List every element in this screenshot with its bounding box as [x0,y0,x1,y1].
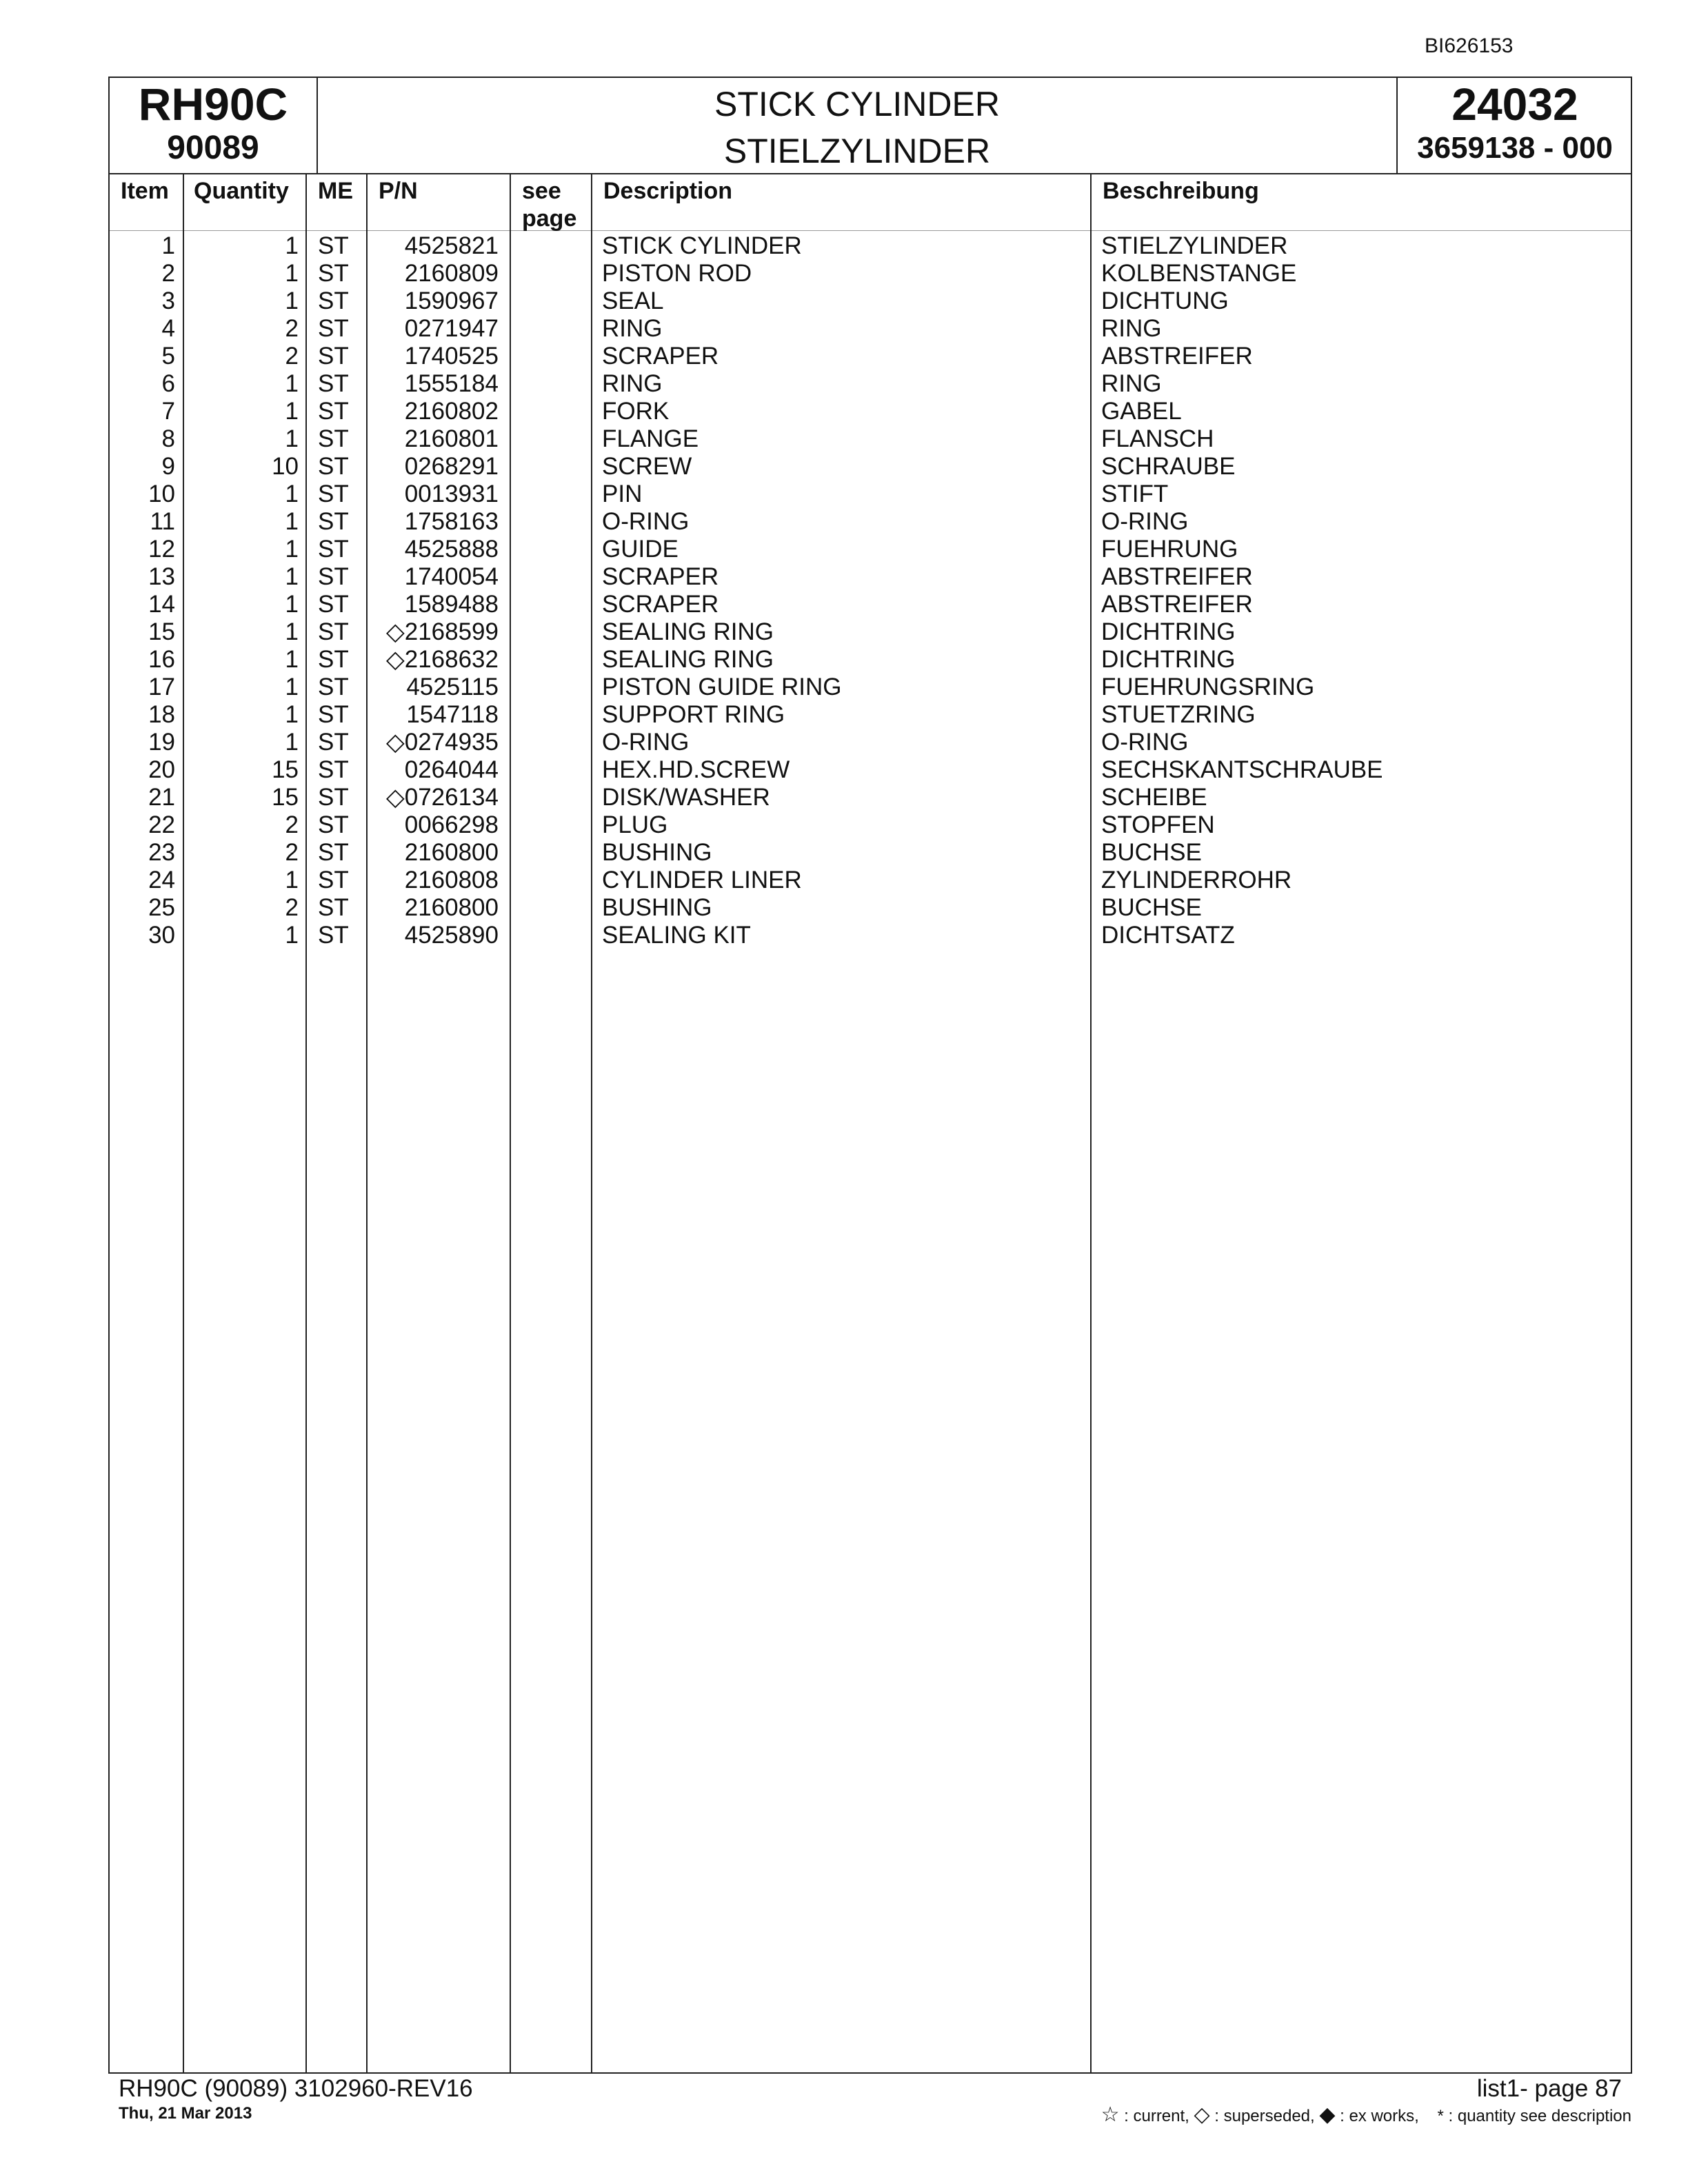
cell-part-number: 0066298 [404,811,499,838]
cell-me: ST [318,425,349,452]
table-row [110,398,1631,425]
parts-table-body [110,232,1631,949]
cell-beschreibung: GABEL [1101,398,1182,425]
cell-part-number: 0264044 [404,756,499,783]
cell-beschreibung: SCHRAUBE [1101,453,1236,480]
legend-ex-works: : ex works, [1340,2107,1419,2125]
cell-quantity: 2 [285,811,299,838]
table-row [110,894,1631,922]
cell-description: PISTON ROD [602,260,752,287]
cell-me: ST [318,922,349,949]
column-header-quantity: Quantity [194,178,289,204]
cell-item: 10 [148,481,175,507]
cell-quantity: 15 [272,784,299,811]
cell-description: STICK CYLINDER [602,232,802,259]
cell-part-number: 0271947 [404,315,499,342]
cell-part-number: 4525821 [404,232,499,259]
cell-quantity: 1 [285,260,299,287]
cell-item: 16 [148,646,175,673]
cell-part-number: 1589488 [404,591,499,618]
table-row [110,674,1631,701]
cell-part-number: 2160809 [404,260,499,287]
cell-part-number: 1555184 [404,370,499,397]
cell-me: ST [318,398,349,425]
table-row [110,343,1631,370]
cell-description: SCRAPER [602,343,719,370]
cell-quantity: 2 [285,343,299,370]
diamond-filled-icon: ◆ [1319,2103,1336,2126]
table-row [110,618,1631,646]
cell-description: FLANGE [602,425,699,452]
table-row [110,453,1631,481]
cell-item: 17 [148,674,175,700]
cell-me: ST [318,674,349,700]
cell-beschreibung: DICHTRING [1101,618,1236,645]
cell-beschreibung: BUCHSE [1101,839,1202,866]
table-row [110,508,1631,536]
cell-quantity: 2 [285,839,299,866]
group-cell [1398,78,1632,173]
cell-item: 15 [148,618,175,645]
table-row [110,232,1631,260]
cell-me: ST [318,894,349,921]
cell-me: ST [318,867,349,893]
cell-item: 22 [148,811,175,838]
cell-beschreibung: STIFT [1101,481,1169,507]
footer-date: Thu, 21 Mar 2013 [119,2104,252,2123]
cell-description: O-RING [602,508,690,535]
cell-item: 5 [161,343,175,370]
cell-part-number: 1547118 [406,701,499,728]
table-row [110,729,1631,756]
cell-me: ST [318,646,349,673]
cell-me: ST [318,481,349,507]
cell-part-number: 2160808 [404,867,499,893]
cell-part-number: 1590967 [404,287,499,314]
table-row [110,315,1631,343]
column-header-beschreibung: Beschreibung [1103,178,1259,204]
model-cell [110,78,318,173]
cell-description: O-RING [602,729,690,756]
cell-quantity: 1 [285,370,299,397]
cell-me: ST [318,756,349,783]
cell-item: 24 [148,867,175,893]
legend-current: : current, [1124,2107,1189,2125]
diamond-outline-icon: ◇ [1194,2103,1210,2126]
cell-part-number: ◇2168632 [385,646,499,673]
legend-quantity: * : quantity see description [1437,2107,1631,2125]
cell-quantity: 2 [285,315,299,342]
cell-description: SEALING RING [602,618,774,645]
cell-me: ST [318,701,349,728]
cell-quantity: 1 [285,729,299,756]
cell-quantity: 1 [285,287,299,314]
cell-me: ST [318,315,349,342]
cell-item: 18 [148,701,175,728]
title-english: STICK CYLINDER [714,85,1000,123]
cell-beschreibung: RING [1101,370,1162,397]
cell-quantity: 1 [285,674,299,700]
cell-me: ST [318,260,349,287]
parts-list-frame [108,77,1632,2074]
cell-beschreibung: STIELZYLINDER [1101,232,1288,259]
cell-beschreibung: O-RING [1101,729,1189,756]
cell-me: ST [318,563,349,590]
cell-item: 1 [161,232,175,259]
cell-description: PIN [602,481,643,507]
cell-item: 2 [161,260,175,287]
cell-part-number: 0013931 [404,481,499,507]
cell-item: 11 [150,508,175,535]
cell-quantity: 15 [272,756,299,783]
cell-part-number: ◇0726134 [385,784,499,811]
cell-quantity: 1 [285,867,299,893]
cell-part-number: 4525888 [404,536,499,563]
cell-quantity: 1 [285,646,299,673]
cell-description: SEAL [602,287,664,314]
title-cell [318,78,1398,173]
legend-superseded: : superseded, [1214,2107,1315,2125]
footer-page-number: list1- page 87 [1476,2075,1622,2102]
cell-description: SEALING RING [602,646,774,673]
cell-item: 14 [148,591,175,618]
cell-part-number: 1758163 [404,508,499,535]
table-row [110,563,1631,591]
cell-quantity: 2 [285,894,299,921]
cell-me: ST [318,287,349,314]
table-row [110,811,1631,839]
cell-beschreibung: FUEHRUNGSRING [1101,674,1315,700]
cell-part-number: 4525890 [404,922,499,949]
cell-item: 8 [161,425,175,452]
table-row [110,425,1631,453]
cell-beschreibung: ABSTREIFER [1101,563,1253,590]
cell-me: ST [318,370,349,397]
model-number: 90089 [167,130,259,166]
cell-me: ST [318,536,349,563]
cell-me: ST [318,618,349,645]
cell-me: ST [318,784,349,811]
cell-beschreibung: BUCHSE [1101,894,1202,921]
cell-part-number: 2160800 [404,894,499,921]
cell-part-number: 2160801 [404,425,499,452]
cell-quantity: 1 [285,481,299,507]
cell-beschreibung: DICHTSATZ [1101,922,1235,949]
cell-part-number: 2160800 [404,839,499,866]
cell-item: 21 [148,784,175,811]
cell-description: PISTON GUIDE RING [602,674,842,700]
table-row [110,481,1631,508]
cell-beschreibung: STOPFEN [1101,811,1215,838]
table-row [110,922,1631,949]
cell-item: 3 [161,287,175,314]
cell-part-number: 0268291 [404,453,499,480]
cell-beschreibung: DICHTRING [1101,646,1236,673]
cell-part-number: 1740054 [404,563,499,590]
table-row [110,784,1631,811]
table-row [110,756,1631,784]
group-code: 24032 [1451,79,1578,130]
parts-list-header [110,78,1631,174]
cell-quantity: 1 [285,563,299,590]
cell-description: FORK [602,398,670,425]
cell-item: 23 [148,839,175,866]
cell-beschreibung: ZYLINDERROHR [1101,867,1292,893]
table-row [110,839,1631,867]
column-header-see: see [522,178,561,204]
cell-item: 7 [161,398,175,425]
group-number: 3659138 - 000 [1417,131,1613,165]
model-name: RH90C [138,79,288,130]
cell-item: 30 [148,922,175,949]
cell-item: 20 [148,756,175,783]
cell-description: SEALING KIT [602,922,751,949]
cell-part-number: 4525115 [406,674,499,700]
cell-part-number: 1740525 [404,343,499,370]
footer-document-reference: RH90C (90089) 3102960-REV16 [119,2075,473,2102]
cell-beschreibung: SCHEIBE [1101,784,1207,811]
table-row [110,287,1631,315]
column-header-page: page [522,205,577,232]
table-row [110,591,1631,618]
column-header-pn: P/N [379,178,418,204]
cell-description: SUPPORT RING [602,701,785,728]
cell-part-number: ◇2168599 [385,618,499,645]
cell-me: ST [318,811,349,838]
table-row [110,536,1631,563]
cell-item: 6 [161,370,175,397]
cell-description: GUIDE [602,536,679,563]
cell-description: HEX.HD.SCREW [602,756,790,783]
column-header-me: ME [318,178,353,204]
cell-beschreibung: STUETZRING [1101,701,1256,728]
footer-legend [1101,2103,1631,2127]
cell-description: BUSHING [602,894,712,921]
cell-quantity: 1 [285,591,299,618]
table-row [110,646,1631,674]
cell-item: 25 [148,894,175,921]
cell-description: CYLINDER LINER [602,867,802,893]
table-row [110,260,1631,287]
cell-item: 19 [148,729,175,756]
cell-beschreibung: RING [1101,315,1162,342]
cell-beschreibung: O-RING [1101,508,1189,535]
cell-quantity: 1 [285,618,299,645]
cell-quantity: 10 [272,453,299,480]
cell-quantity: 1 [285,398,299,425]
cell-description: PLUG [602,811,668,838]
cell-quantity: 1 [285,232,299,259]
cell-beschreibung: ABSTREIFER [1101,591,1253,618]
cell-item: 13 [148,563,175,590]
cell-beschreibung: ABSTREIFER [1101,343,1253,370]
cell-beschreibung: SECHSKANTSCHRAUBE [1101,756,1383,783]
cell-description: RING [602,315,663,342]
cell-part-number: ◇0274935 [385,729,499,756]
cell-quantity: 1 [285,701,299,728]
cell-me: ST [318,508,349,535]
cell-description: SCREW [602,453,692,480]
cell-description: DISK/WASHER [602,784,770,811]
title-german: STIELZYLINDER [723,132,991,170]
cell-quantity: 1 [285,425,299,452]
cell-part-number: 2160802 [404,398,499,425]
column-header-description: Description [603,178,733,204]
table-row [110,370,1631,398]
cell-me: ST [318,729,349,756]
cell-item: 12 [148,536,175,563]
column-header-item: Item [121,178,169,204]
cell-description: SCRAPER [602,591,719,618]
cell-beschreibung: DICHTUNG [1101,287,1229,314]
star-icon: ☆ [1101,2103,1120,2126]
cell-description: RING [602,370,663,397]
cell-me: ST [318,839,349,866]
cell-item: 4 [161,315,175,342]
cell-me: ST [318,232,349,259]
column-headers [110,174,1631,231]
document-id: BI626153 [1425,34,1514,57]
cell-me: ST [318,343,349,370]
cell-beschreibung: FUEHRUNG [1101,536,1238,563]
cell-item: 9 [161,453,175,480]
cell-quantity: 1 [285,922,299,949]
cell-beschreibung: KOLBENSTANGE [1101,260,1297,287]
cell-description: SCRAPER [602,563,719,590]
table-row [110,867,1631,894]
cell-me: ST [318,453,349,480]
table-row [110,701,1631,729]
cell-description: BUSHING [602,839,712,866]
cell-beschreibung: FLANSCH [1101,425,1214,452]
cell-quantity: 1 [285,508,299,535]
cell-me: ST [318,591,349,618]
cell-quantity: 1 [285,536,299,563]
